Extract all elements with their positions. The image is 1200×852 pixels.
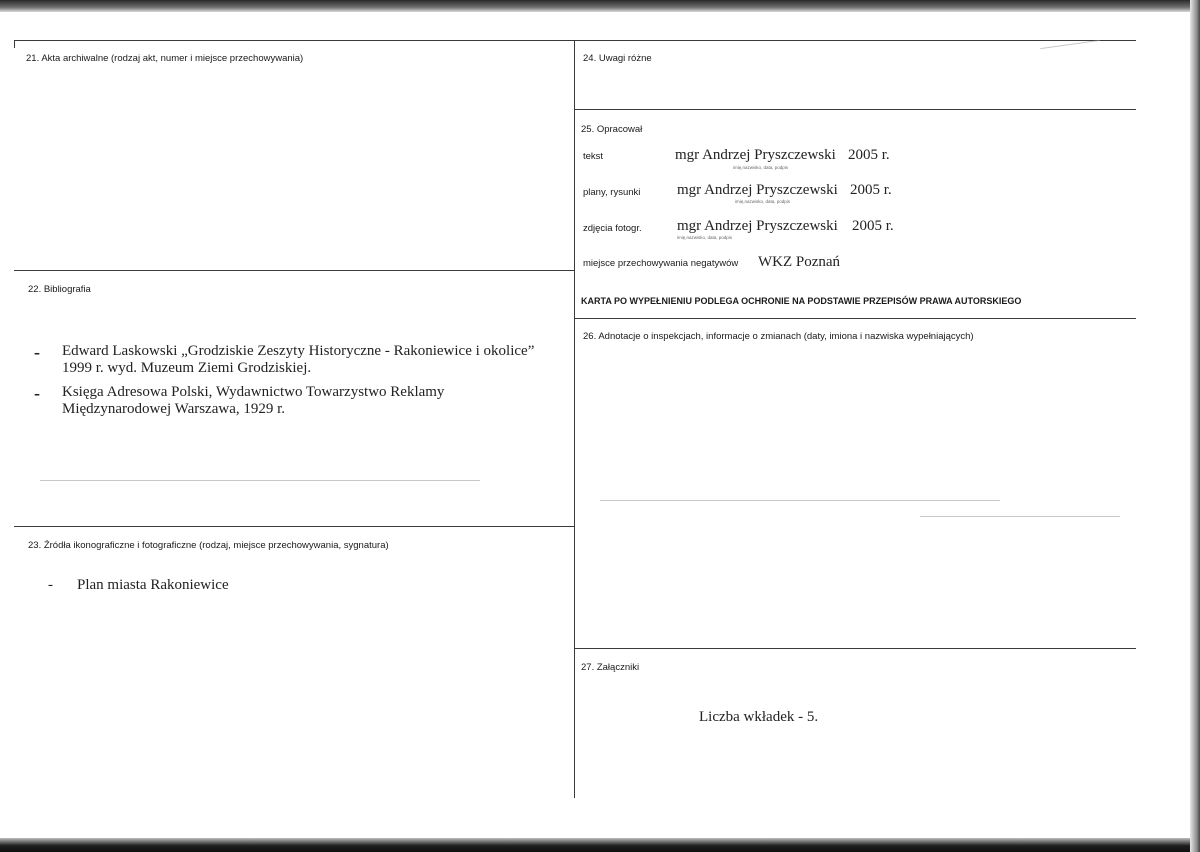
list-bullet: -	[34, 342, 40, 362]
author-row-hint-text: imię,nazwisko, data, podpis	[733, 165, 789, 170]
section-22-label: 22. Bibliografia	[28, 284, 91, 295]
column-divider	[574, 40, 575, 798]
author-row-label-photos: zdjęcia fotogr.	[583, 223, 642, 234]
bibliography-item-1-line-2: 1999 r. wyd. Muzeum Ziemi Grodziskiej.	[62, 360, 312, 376]
author-row-year-text: 2005 r.	[848, 147, 890, 163]
divider-26-27	[574, 648, 1136, 649]
negatives-location-value: WKZ Poznań	[758, 254, 841, 270]
scan-bottom-edge	[0, 838, 1200, 852]
iconography-item: Plan miasta Rakoniewice	[77, 577, 229, 593]
bibliography-item-2-line-2: Międzynarodowej Warszawa, 1929 r.	[62, 401, 286, 417]
author-row-year-photos: 2005 r.	[852, 218, 894, 234]
section-27-label: 27. Załączniki	[581, 662, 640, 673]
scan-right-edge	[1190, 0, 1200, 852]
left-edge-mark	[14, 40, 15, 48]
divider-25-26	[574, 318, 1136, 319]
author-row-name-drawings: mgr Andrzej Pryszczewski	[677, 182, 838, 198]
section-21-label: 21. Akta archiwalne (rodzaj akt, numer i miejsce przechowywania)	[26, 53, 304, 64]
scan-smudge	[1040, 40, 1100, 49]
scan-top-edge	[0, 0, 1200, 12]
divider-21-22	[14, 270, 574, 271]
scan-smudge	[40, 480, 480, 481]
author-row-hint-photos: imię,nazwisko, data, podpis	[677, 235, 733, 240]
section-23-label: 23. Źródła ikonograficzne i fotograficzne (rodzaj, miejsce przechowywania, sygnatura)	[28, 540, 389, 551]
divider-24-25	[574, 109, 1136, 110]
negatives-location-label: miejsce przechowywania negatywów	[583, 258, 739, 269]
scan-smudge	[600, 500, 1000, 501]
author-row-hint-drawings: imię,nazwisko, data, podpis	[735, 199, 791, 204]
list-bullet: -	[34, 383, 40, 403]
top-border	[14, 40, 1136, 41]
section-26-label: 26. Adnotacje o inspekcjach, informacje o zmianach (daty, imiona i nazwiska wypełniających)	[583, 331, 974, 342]
list-bullet: -	[48, 577, 53, 593]
scan-smudge	[920, 516, 1120, 517]
author-row-name-text: mgr Andrzej Pryszczewski	[675, 147, 836, 163]
divider-22-23	[14, 526, 574, 527]
author-row-year-drawings: 2005 r.	[850, 182, 892, 198]
section-25-label: 25. Opracował	[581, 124, 643, 135]
section-24-label: 24. Uwagi różne	[583, 53, 652, 64]
author-row-name-photos: mgr Andrzej Pryszczewski	[677, 218, 838, 234]
bibliography-item-1-line-1: Edward Laskowski „Grodziskie Zeszyty Historyczne - Rakoniewice i okolice”	[62, 343, 535, 359]
copyright-notice: KARTA PO WYPEŁNIENIU PODLEGA OCHRONIE NA PODSTAWIE PRZEPISÓW PRAWA AUTORSKIEGO	[581, 296, 1022, 306]
attachments-count: Liczba wkładek - 5.	[699, 709, 819, 725]
author-row-label-drawings: plany, rysunki	[583, 187, 641, 198]
author-row-label-text: tekst	[583, 151, 604, 162]
bibliography-item-2-line-1: Księga Adresowa Polski, Wydawnictwo Towarzystwo Reklamy	[62, 384, 445, 400]
